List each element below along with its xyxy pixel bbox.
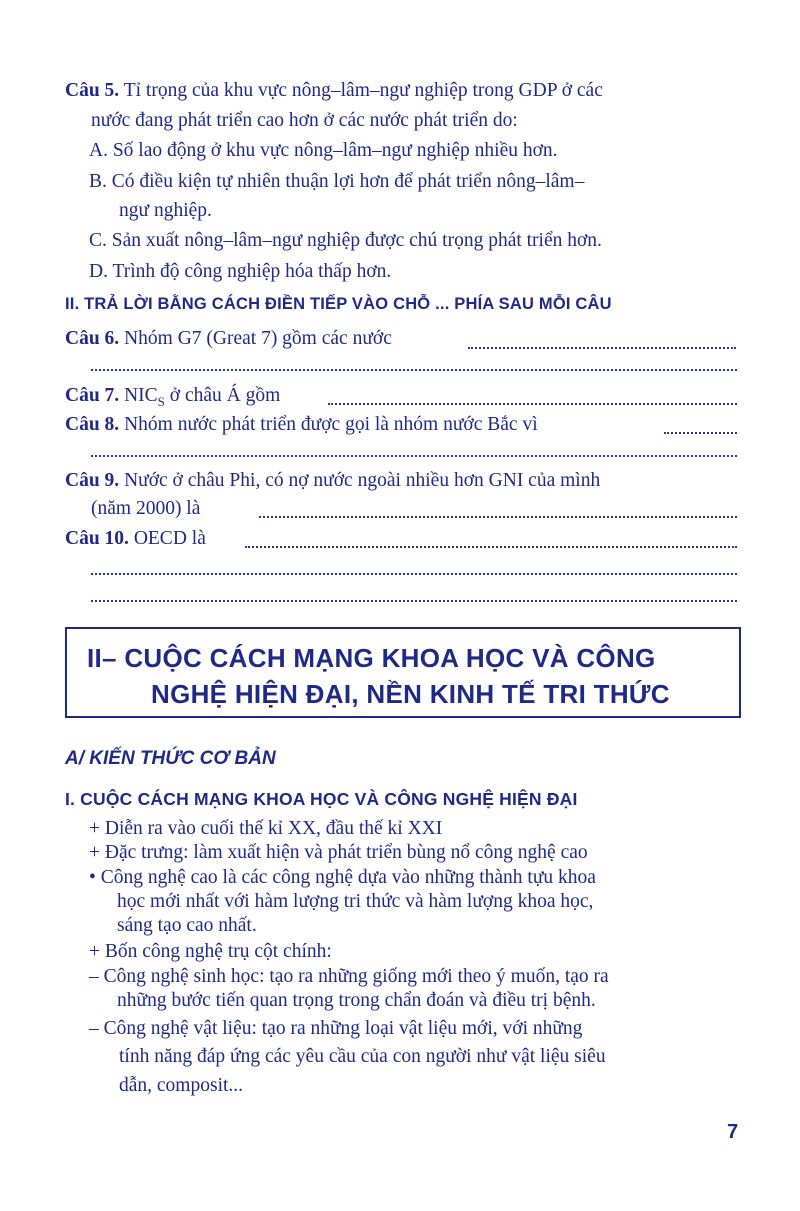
bullet-6-line-2: tính năng đáp ứng các yêu cầu của con người như vật liệu siêu [119, 1046, 606, 1067]
answer-blank[interactable] [328, 403, 737, 405]
question-7-label: Câu 7. [65, 385, 120, 406]
bullet-4: + Bốn công nghệ trụ cột chính: [89, 941, 332, 962]
question-10-label: Câu 10. [65, 528, 129, 549]
part-2-heading: II. TRẢ LỜI BẰNG CÁCH ĐIỀN TIẾP VÀO CHỖ ... PHÍA SAU MỖI CÂU [65, 295, 612, 313]
question-10-text: OECD là [133, 528, 206, 549]
question-9-line-2: (năm 2000) là [91, 498, 201, 519]
question-7-text-end: ở châu Á gồm [164, 385, 281, 406]
bullet-3-line-3: sáng tạo cao nhất. [117, 915, 257, 936]
question-7 [65, 385, 280, 410]
question-10 [65, 528, 206, 550]
section-title-line-2: NGHỆ HIỆN ĐẠI, NỀN KINH TẾ TRI THỨC [151, 679, 670, 709]
option-a: A. Số lao động ở khu vực nông–lâm–ngư nghiệp nhiều hơn. [89, 140, 558, 161]
question-7-subscript: S [157, 393, 165, 409]
subheading-basic-knowledge: A/ KIẾN THỨC CƠ BẢN [65, 748, 276, 769]
question-8-text: Nhóm nước phát triển được gọi là nhóm nước Bắc vì [124, 414, 538, 435]
question-9-line-1 [65, 470, 600, 492]
question-5-label: Câu 5. [65, 80, 120, 101]
answer-blank[interactable] [91, 600, 737, 602]
section-title-box [65, 627, 741, 718]
question-5-line-1 [65, 80, 603, 102]
bullet-3-line-2: học mới nhất với hàm lượng tri thức và hàm lượng khoa học, [117, 891, 594, 912]
question-6-label: Câu 6. [65, 328, 120, 349]
bullet-6-line-3: dẫn, composit... [119, 1075, 244, 1096]
subheading-revolution: I. CUỘC CÁCH MẠNG KHOA HỌC VÀ CÔNG NGHỆ HIỆN ĐẠI [65, 789, 578, 809]
answer-blank[interactable] [468, 347, 736, 349]
section-title-line-1: II– CUỘC CÁCH MẠNG KHOA HỌC VÀ CÔNG [87, 643, 656, 673]
bullet-5-line-2: những bước tiến quan trọng trong chẩn đoán và điều trị bệnh. [117, 990, 596, 1011]
question-8 [65, 414, 538, 436]
question-5-text: Tỉ trọng của khu vực nông–lâm–ngư nghiệp trong GDP ở các [123, 80, 603, 101]
question-6-text: Nhóm G7 (Great 7) gồm các nước [124, 328, 392, 349]
answer-blank[interactable] [91, 455, 737, 457]
bullet-5-line-1: – Công nghệ sinh học: tạo ra những giống mới theo ý muốn, tạo ra [89, 966, 609, 987]
option-d: D. Trình độ công nghiệp hóa thấp hơn. [89, 261, 392, 282]
option-b-line-2: ngư nghiệp. [119, 200, 212, 221]
question-7-text: NIC [124, 385, 158, 406]
bullet-2: + Đặc trưng: làm xuất hiện và phát triển bùng nổ công nghệ cao [89, 842, 588, 863]
bullet-1: + Diễn ra vào cuối thế kỉ XX, đầu thế kỉ XXI [89, 818, 443, 839]
bullet-6-line-1: – Công nghệ vật liệu: tạo ra những loại vật liệu mới, với những [89, 1018, 583, 1039]
option-c: C. Sản xuất nông–lâm–ngư nghiệp được chú trọng phát triển hơn. [89, 230, 602, 251]
question-5-line-2: nước đang phát triển cao hơn ở các nước phát triển do: [91, 110, 518, 131]
answer-blank[interactable] [91, 369, 737, 371]
answer-blank[interactable] [245, 546, 737, 548]
answer-blank[interactable] [259, 516, 737, 518]
question-6 [65, 328, 392, 350]
page-number: 7 [727, 1121, 739, 1143]
question-9-text: Nước ở châu Phi, có nợ nước ngoài nhiều hơn GNI của mình [124, 470, 601, 491]
question-8-label: Câu 8. [65, 414, 120, 435]
answer-blank[interactable] [664, 432, 737, 434]
question-9-label: Câu 9. [65, 470, 120, 491]
option-b-line-1: B. Có điều kiện tự nhiên thuận lợi hơn để phát triển nông–lâm– [89, 171, 585, 192]
bullet-3-line-1: • Công nghệ cao là các công nghệ dựa vào những thành tựu khoa [89, 867, 596, 888]
answer-blank[interactable] [91, 573, 737, 575]
